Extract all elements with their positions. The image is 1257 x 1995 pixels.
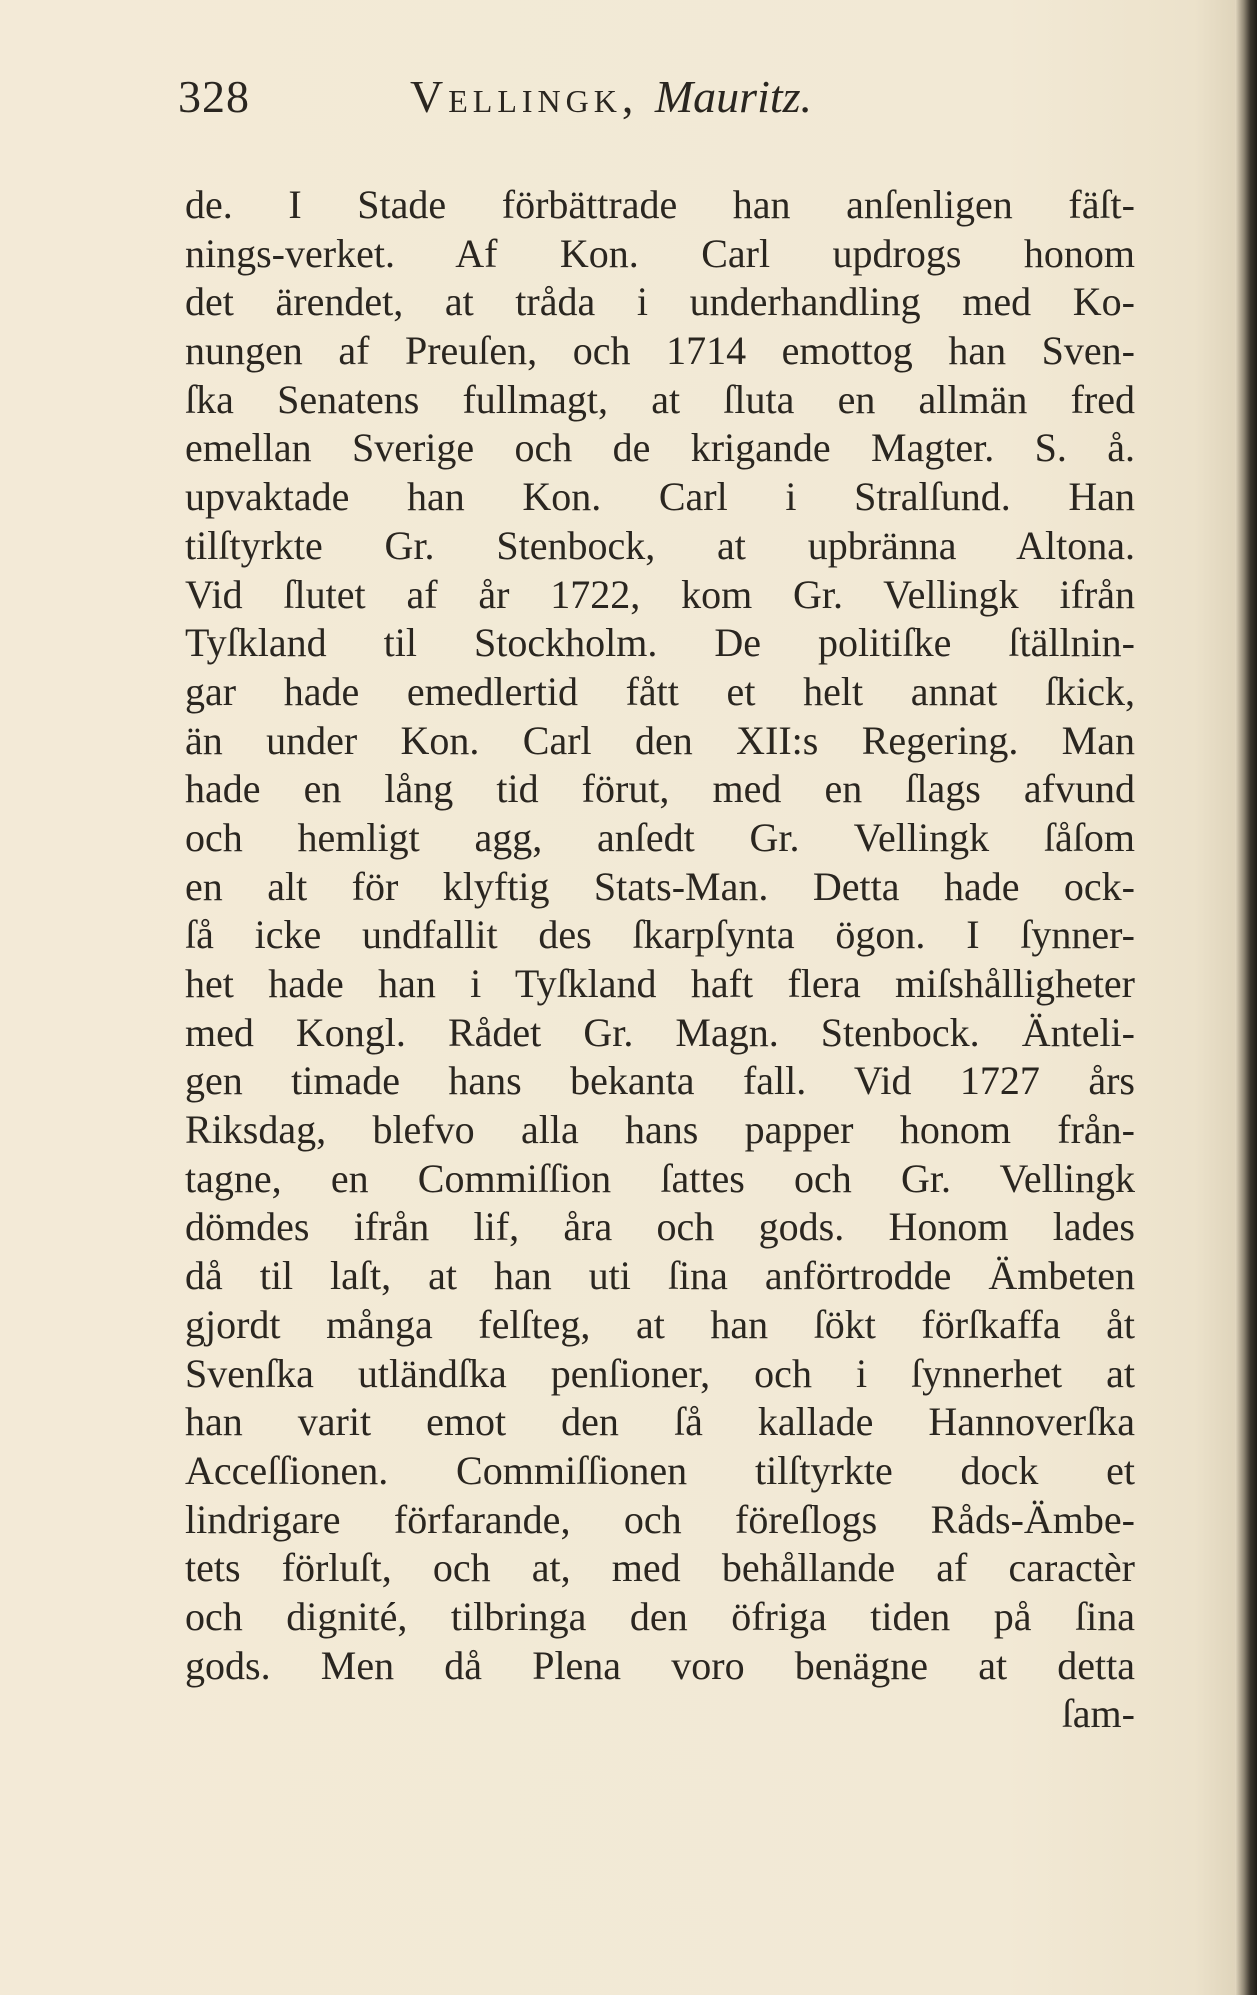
text-line: och hemligt agg, anſedt Gr. Vellingk ſåſom xyxy=(185,814,1135,860)
text-line: då til laſt, at han uti ſina anförtrodde Ämbeten xyxy=(185,1253,1135,1299)
text-line: emellan Sverige och de krigande Magter. S. å. xyxy=(185,425,1135,471)
text-line: tilſtyrkte Gr. Stenbock, at upbränna Altona. xyxy=(185,522,1135,568)
text-line: än under Kon. Carl den XII:s Regering. Man xyxy=(185,717,1135,763)
text-line: gar hade emedlertid fått et helt annat ſkick, xyxy=(185,668,1135,714)
text-line: gen timade hans bekanta fall. Vid 1727 års xyxy=(185,1058,1135,1104)
text-line: tets förluſt, och at, med behållande af caractèr xyxy=(185,1545,1135,1591)
text-line: lindrigare förfarande, och föreſlogs Råds-Ämbe- xyxy=(185,1496,1135,1542)
catchword: ſam- xyxy=(1061,1691,1135,1737)
text-line: Vid ſlutet af år 1722, kom Gr. Vellingk ifrån xyxy=(185,571,1135,617)
text-line: het hade han i Tyſkland haft flera miſshålligheter xyxy=(185,961,1135,1006)
running-head xyxy=(410,70,812,123)
running-head-name: Vellingk, xyxy=(410,71,639,122)
text-line: tagne, en Commiſſion ſattes och Gr. Vellingk xyxy=(185,1155,1135,1201)
text-line: gods. Men då Plena voro benägne at detta xyxy=(185,1642,1135,1688)
page-header xyxy=(178,70,1178,130)
running-head-italic: Mauritz. xyxy=(654,71,813,122)
body-text xyxy=(185,181,1135,1739)
text-line: ſka Senatens fullmagt, at ſluta en allmän fred xyxy=(185,376,1135,422)
text-line: Svenſka utländſka penſioner, och i ſynnerhet at xyxy=(185,1350,1135,1396)
text-line: nings-verket. Af Kon. Carl updrogs honom xyxy=(185,230,1135,276)
text-line: hade en lång tid förut, med en ſlags afvund xyxy=(185,766,1135,812)
text-line: gjordt många felſteg, at han ſökt förſkaffa åt xyxy=(185,1301,1135,1347)
text-line: Riksdag, blefvo alla hans papper honom från- xyxy=(185,1107,1135,1153)
text-line: Acceſſionen. Commiſſionen tilſtyrkte dock et xyxy=(185,1447,1135,1493)
text-line: nungen af Preuſen, och 1714 emottog han Sven- xyxy=(185,328,1135,374)
text-line: han varit emot den ſå kallade Hannoverſka xyxy=(185,1399,1135,1445)
text-line: och dignité, tilbringa den öfriga tiden på ſina xyxy=(185,1593,1135,1639)
text-line: Tyſkland til Stockholm. De politiſke ſtällnin- xyxy=(185,620,1135,666)
text-line: ſå icke undfallit des ſkarpſynta ögon. I ſynner- xyxy=(185,912,1135,958)
text-line: med Kongl. Rådet Gr. Magn. Stenbock. Änteli- xyxy=(185,1009,1135,1055)
text-line: upvaktade han Kon. Carl i Stralſund. Han xyxy=(185,474,1135,520)
text-line: de. I Stade förbättrade han anſenligen fäſt- xyxy=(185,182,1135,227)
page-number: 328 xyxy=(178,71,250,122)
book-spine-edge xyxy=(1235,0,1257,1995)
text-line: det ärendet, at tråda i underhandling med Ko- xyxy=(185,279,1135,325)
text-line: dömdes ifrån lif, åra och gods. Honom lades xyxy=(185,1204,1135,1250)
text-line: en alt för klyftig Stats-Man. Detta hade ock- xyxy=(185,863,1135,909)
